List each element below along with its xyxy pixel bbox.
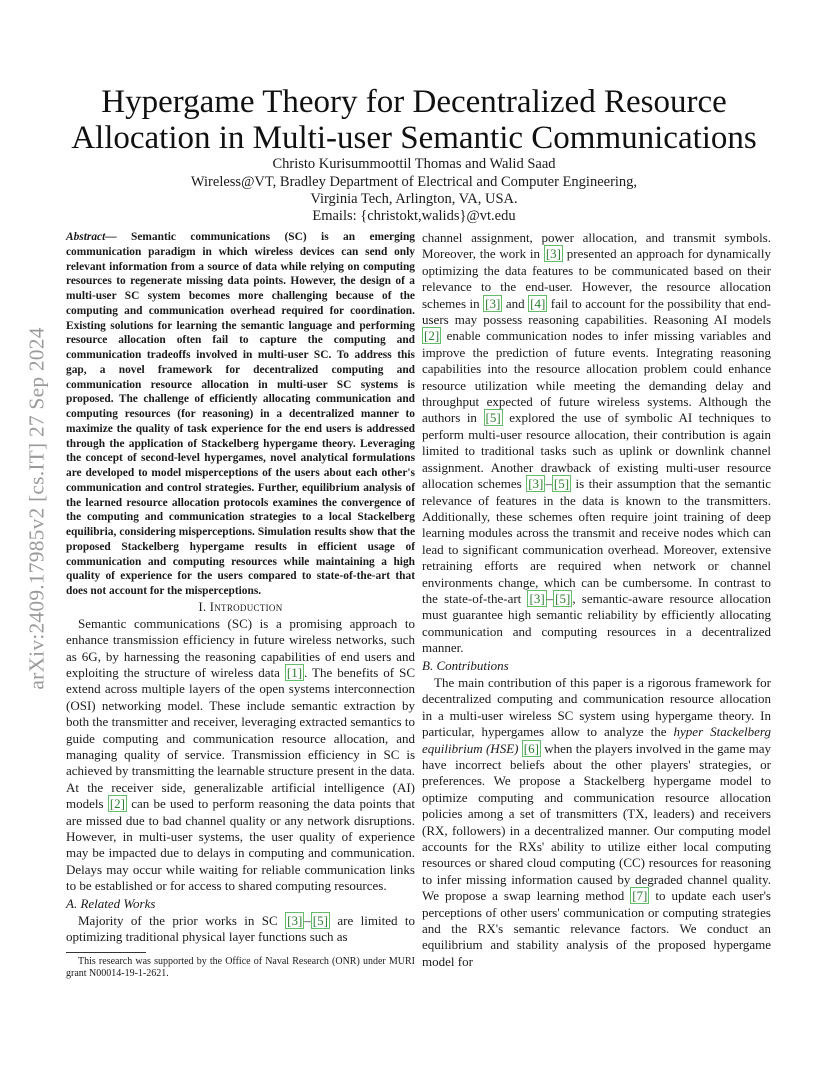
- text-run: –: [545, 476, 552, 492]
- abstract: [66, 230, 415, 599]
- text-run: presented an approach for dynamically optimizing the data features to be communicated based on their relevance to the end-user. However, the resource allocation schemes in: [422, 246, 771, 311]
- title-line-2: Allocation in Multi-user Semantic Communications: [71, 120, 757, 156]
- arxiv-stamp: [14, 268, 60, 748]
- citation-link[interactable]: [6]: [523, 740, 539, 756]
- text-run: can be used to perform reasoning the data points that are missed due to bad channel quality or any network disruptions. However, in multi-user systems, the user quality of experience may be impacted due to delays in computing and communication. Delays may occur while waiting for reliable communication links to be established or for access to shared computing resources.: [66, 796, 415, 894]
- text-run: –: [546, 590, 554, 606]
- citation-link[interactable]: [5]: [553, 476, 570, 492]
- text-run: explored the use of symbolic AI techniques to perform multi-user resource allocation, their contribution is again limited to traditional tasks such as uplink or downlink channel assignment. Another drawback of existing multi-user resource allocation schemes: [422, 410, 771, 492]
- text-run: are limited to optimizing traditional physical layer functions such as: [66, 913, 416, 945]
- citation-link[interactable]: [7]: [632, 888, 648, 904]
- hse-term: hyper Stackelberg equilibrium (HSE): [422, 724, 771, 756]
- citation-link[interactable]: [3]: [529, 590, 545, 606]
- authors: Christo Kurisummoottil Thomas and Walid Saad: [272, 156, 556, 172]
- section-title-introduction: I. Introduction: [198, 599, 283, 614]
- citation-link[interactable]: [3]: [545, 246, 561, 262]
- left-column: [66, 230, 415, 981]
- text-run: to update each user's perceptions of other users' communication or computing strategies and the RX's semantic relevance factors. We conduct an equilibrium and stability analysis of the proposed hypergame model for: [422, 888, 771, 969]
- affiliation-line-1: Wireless@VT, Bradley Department of Electrical and Computer Engineering,: [190, 174, 638, 190]
- text-run: , semantic-aware resource allocation must guarantee high semantic reliability by efficiently allocating communication and computing resources in a decentralized manner.: [422, 590, 771, 656]
- text-run: The main contribution of this paper is a rigorous framework for decentralized computing and communication resource allocation in a multi-user wireless SC system using hypergame theory. In particular, hypergames allow to analyze the: [422, 674, 771, 740]
- affiliation-line-2: Virginia Tech, Arlington, VA, USA.: [310, 191, 518, 207]
- citation-link[interactable]: [3]: [485, 295, 501, 311]
- abstract-text: — Semantic communications (SC) is an emerging communication paradigm in which wireless devices can send only relevant information from a source of data while relying on computing resources to regenerate missing data points. However, the design of a multi-user SC system becomes more challenging because of the computing and communication overhead required for coordination. Existing solutions for learning the semantic language and performing resource allocation often fail to capture the computing and communication tradeoffs involved in multi-user SC. To address this gap, a novel framework for decentralized computing and communication resource allocation in multi-user SC systems is proposed. The challenge of efficiently allocating communication and computing resources (for reasoning) in a decentralized manner to maximize the quality of task experience for the end users is addressed through the application of Stackelberg hypergame theory. Leveraging the concept of second-level hypergames, novel analytical formulations are developed to model misperceptions of the users about each other's communication and control strategies. Further, equilibrium analysis of the learned resource allocation protocols examines the convergence of the computing and communication strategies to a local Stackelberg equilibria, considering misperceptions. Simulation results show that the proposed Stackelberg hypergame results in efficient usage of communication and computing resources while maintaining a high quality of experience for the users compared to state-of-the-art that does not account for the misperceptions.: [66, 231, 415, 597]
- text-run: fail to account for the possibility that end-users may possess reasoning capabilities. Reasoning AI models: [422, 295, 771, 328]
- text-run: Majority of the prior works in SC: [78, 913, 286, 929]
- text-run: –: [304, 913, 311, 929]
- citation-link[interactable]: [5]: [485, 410, 501, 426]
- citation-link[interactable]: [2]: [109, 796, 125, 812]
- emails: Emails: {christokt,walids}@vt.edu: [312, 208, 516, 224]
- citation-link[interactable]: [5]: [312, 913, 328, 929]
- citation-link[interactable]: [4]: [530, 295, 546, 311]
- text-run: Semantic communications (SC) is a promising approach to enhance transmission efficiency in future wireless networks, such as 6G, by harnessing the reasoning capabilities of end users and exploiting the structure of wireless data: [66, 615, 415, 680]
- text-run: enable communication nodes to infer missing variables and improve the prediction of future events. Integrating reasoning capabilities into the resource allocation problem could enhance resource utilization while meeting the demanding delay and throughput expected of future wireless systems. Although the authors in: [422, 328, 771, 426]
- text-run: and: [502, 295, 529, 311]
- text-run: channel assignment, power allocation, and transmit symbols. Moreover, the work in: [422, 230, 771, 262]
- paper-title: [60, 84, 768, 156]
- arxiv-stamp-text: arXiv:2409.17985v2 [cs.IT] 27 Sep 2024: [24, 326, 49, 690]
- right-column: [422, 230, 771, 970]
- citation-link[interactable]: [3]: [528, 476, 544, 492]
- related-works-paragraph: [66, 913, 415, 946]
- title-line-1: Hypergame Theory for Decentralized Resource: [101, 84, 727, 120]
- text-run: is their assumption that the semantic relevance of features in the data is known to the transmitters. Additionally, these schemes often require joint training of deep learning modules across the transmit and receive nodes which can lead to significant communication overhead. Moreover, extensive retraining efforts are required when network or channel environments change, which can be cumbersome. In contrast to the state-of-the-art: [422, 476, 771, 606]
- abstract-label: Abstract: [66, 231, 106, 243]
- text-run: . The benefits of SC extend across multiple layers of the open systems interconnection (OSI) networking model. These include semantic extraction by both the transmitter and receiver, leveraging extracted semantics to guide computing and communication resource allocation, and managing quality of service. Transmission efficiency in SC is achieved by transmitting the learnable structure present in the data. At the receiver side, generalizable artificial intelligence (AI) models: [66, 664, 415, 812]
- footnote-rule: [66, 952, 146, 953]
- citation-link[interactable]: [3]: [287, 913, 303, 929]
- subsection-title-contributions: B. Contributions: [422, 657, 509, 673]
- footnote: This research was supported by the Office of Naval Research (ONR) under MURI grant N00014-19-1-2621.: [66, 955, 415, 980]
- text-run: when the players involved in the game may have incorrect beliefs about the other players' strategies, or preferences. We propose a Stackelberg hypergame model to optimize computing and communication resource allocation policies among a set of transmitters (TX, leaders) and receivers (RX, followers) in a decentralized manner. Our computing model accounts for the RXs' ability to utilize either local computing resources or shared cloud computing (CC) resources for reasoning to infer missing information caused by degraded channel quality. We propose a swap learning method: [422, 740, 772, 904]
- citation-link[interactable]: [5]: [555, 590, 571, 606]
- intro-paragraph: [66, 616, 415, 895]
- citation-link[interactable]: [2]: [424, 328, 440, 344]
- related-works-continued: [422, 230, 771, 657]
- contributions-paragraph: [422, 675, 771, 970]
- citation-link[interactable]: [1]: [286, 664, 303, 680]
- subsection-title-related-works: A. Related Works: [66, 895, 156, 911]
